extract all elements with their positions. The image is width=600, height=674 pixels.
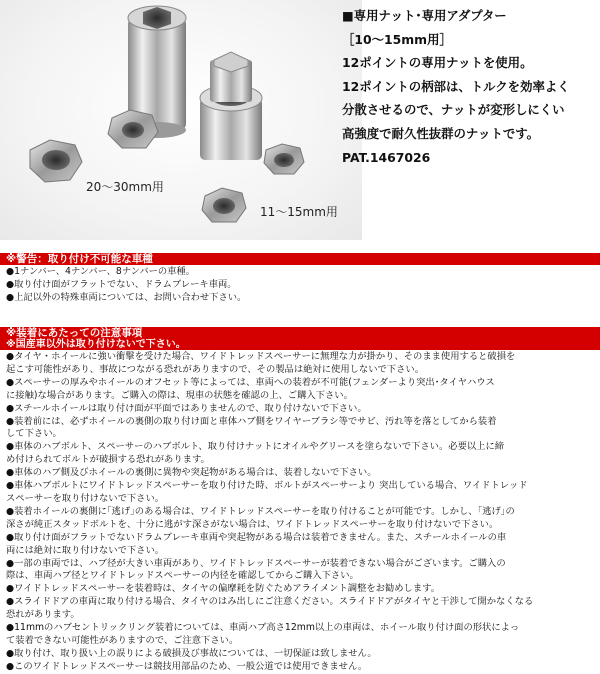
middle-nut-shape: [108, 110, 158, 148]
list-item: ●11mmのハブセントリックリング装着については、車両ハブ高さ12mm以上の車両は、ホイール取り付け面の形状によっ: [6, 622, 520, 634]
list-item: ●装着ホイールの裏側に｢逃げ｣のある場合は、ワイドトレッドスペーサーを取り付けることが可能です。しかし、｢逃げ｣の: [6, 505, 515, 517]
list-item: ●上記以外の特殊車両については、お問い合わせ下さい。: [6, 291, 247, 303]
list-item: ●一部の車両では、ハブ径が大きい車両があり、ワイドトレッドスペーサーが装着できない場合がございます。ご購入の: [6, 557, 506, 569]
spec-line: 12ポイントの柄部は、トルクを効率よく: [342, 78, 570, 94]
spec-line: ［10～15mm用］: [342, 31, 452, 47]
list-item: ●車体のハブボルト、スペーサーのハブボルト、取り付けナットにオイルやグリースを塗らないで下さい。必要以上に締: [6, 441, 505, 453]
list-item: して下さい。: [6, 428, 62, 440]
product-photo: [0, 0, 362, 240]
list-item: ●タイヤ・ホイールに強い衝撃を受けた場合、ワイドトレッドスペーサーに無理な力が掛かり、そのまま使用すると破損を: [6, 351, 516, 362]
list-item: ●スチールホイールは取り付け面が平面ではありませんので、取り付けないで下さい。: [6, 402, 367, 414]
small-nut-size-label: 11～15mm用: [260, 205, 338, 219]
list-item: 恐れがあります。: [6, 609, 80, 621]
caution-header: ※装着にあたっての注意事項: [0, 327, 600, 339]
list-item: ●車体ハブボルトにワイドトレッドスペーサーを取り付けた時、ボルトがスペーサーより 突出している場合、ワイドトレッド: [6, 480, 528, 492]
list-item: ●このワイドトレッドスペーサーは競技用部品のため、一般公道では使用できません。: [6, 660, 368, 672]
spec-description: [342, 4, 597, 169]
list-item: ●取り付け面がフラットでない、ドラムブレーキ車両。: [6, 278, 237, 290]
warning-list: [6, 266, 596, 305]
list-item: に接触)な場合があります。ご購入の際は、現車の状態を確認の上、ご購入下さい。: [6, 389, 353, 401]
list-item: て装着できない可能性がありますので、ご注意下さい。: [6, 634, 239, 646]
spec-line: 12ポイントの専用ナットを使用。: [342, 55, 533, 71]
list-item: 両には絶対に取り付けないで下さい。: [6, 544, 165, 556]
list-item: ●取り付け面がフラットでないドラムブレーキ車両や突起物がある場合は装着できません。また、スチールホイールの車: [6, 531, 507, 543]
large-nut-size-label: 20～30mm用: [86, 180, 164, 194]
list-item: ●ワイドトレッドスペーサーを装着時は、タイヤの偏摩耗を防ぐためアライメント調整をお勧めします。: [6, 583, 441, 595]
large-nut-shape: [30, 140, 82, 182]
small-nut-upper-shape: [264, 144, 304, 174]
list-item: ●取り付け、取り扱い上の誤りによる破損及び事故については、一切保証は致しません。: [6, 647, 377, 659]
list-item: め付けられてボルトが破損する恐れがあります。: [6, 454, 210, 466]
patent-number: PAT.1467026: [342, 149, 431, 165]
list-item: ●車体のハブ側及びホイールの裏側に異物や突起物がある場合は、装着しないで下さい。: [6, 467, 377, 479]
list-item: ●装着前には、必ずホイールの裏側の取り付け面と車体ハブ側をワイヤーブラシ等でサビ、汚れ等を落としてから装着: [6, 415, 497, 427]
small-nut-lower-shape: [202, 188, 246, 222]
list-item: ●スライドドアの車両に取り付ける場合、タイヤのはみ出しにご注意ください。スライドドアがタイヤと干渉して開かなくなる: [6, 596, 534, 608]
spec-heading: ■専用ナット･専用アダプター: [342, 8, 507, 23]
list-item: ●1ナンバー、4ナンバー、8ナンバーの車種。: [6, 266, 196, 277]
short-adapter-shape: [200, 52, 262, 160]
caution-subheader: ※国産車以外は取り付けないで下さい。: [0, 339, 600, 350]
list-item: スペーサーを取り付けないで下さい。: [6, 492, 165, 504]
list-item: 深さが純正スタッドボルトを、十分に逃がす深さがない場合は、ワイドトレッドスペーサーを取り付けないで下さい。: [6, 518, 499, 530]
list-item: ●スペーサーの厚みやホイールのオフセット等によっては、車両への装着が不可能(フェンダーより突出･タイヤハウス: [6, 376, 495, 388]
spec-line: 分散させるので、ナットが変形しにくい: [342, 102, 565, 118]
list-item: 際は、車両ハブ径とワイドトレッドスペーサーの内径を確認してからご購入下さい。: [6, 570, 359, 582]
warning-header: ※警告：取り付け不可能な車種: [0, 253, 600, 265]
caution-list: [6, 351, 596, 674]
list-item: 起こす可能性があり、事故につながる恐れがありますので、その製品は絶対に使用しないで下さい。: [6, 363, 424, 375]
spec-line: 高強度で耐久性抜群のナットです。: [342, 125, 540, 141]
